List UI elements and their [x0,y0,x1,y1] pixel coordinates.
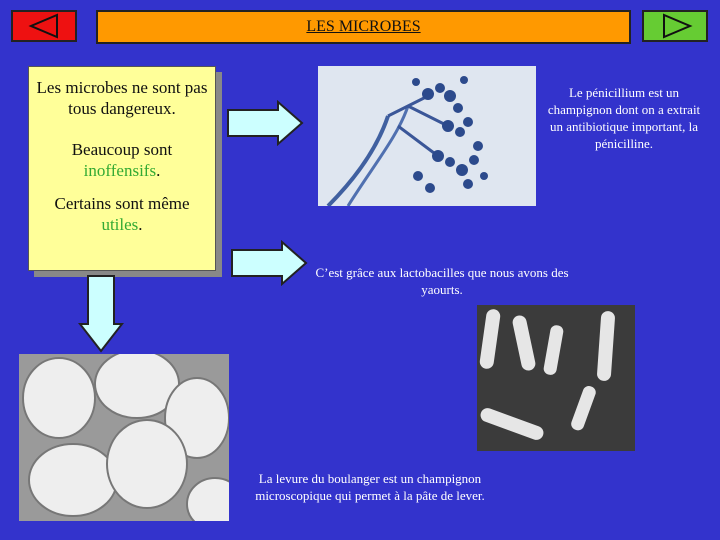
intro-line-3 [29,193,215,235]
previous-button[interactable] [11,10,77,42]
triangle-left-icon [13,12,75,40]
arrow-down-icon [78,274,124,354]
title-bar [96,10,631,44]
yeast-photo [19,354,229,521]
lactobacilli-photo [477,305,635,451]
intro-line-3-end: . [138,215,143,234]
intro-textbox [28,66,216,271]
word-utiles: utiles [101,215,139,234]
levure-caption: La levure du boulanger est un champignon microscopique qui permet à la pâte de lever. [255,471,485,503]
lactobacilles-caption: C’est grâce aux lactobacilles que nous avons des yaourts. [315,265,569,297]
arrow-right-icon [230,240,310,286]
next-button[interactable] [642,10,708,42]
page-title: LES MICROBES [306,18,421,35]
intro-line-2-start: Beaucoup sont [71,140,173,159]
word-inoffensifs: inoffensifs [83,161,157,180]
intro-line-2 [29,139,215,181]
penicillium-photo [318,66,536,206]
intro-line-3-start: Certains sont même [54,194,190,213]
penicillium-caption: Le pénicillium est un champignon dont on a extrait un antibiotique important, la pénicilline. [547,85,701,151]
triangle-right-icon [644,12,706,40]
intro-line-1: Les microbes ne sont pas tous dangereux. [36,78,208,118]
arrow-right-icon [226,100,306,146]
intro-line-2-end: . [156,161,161,180]
